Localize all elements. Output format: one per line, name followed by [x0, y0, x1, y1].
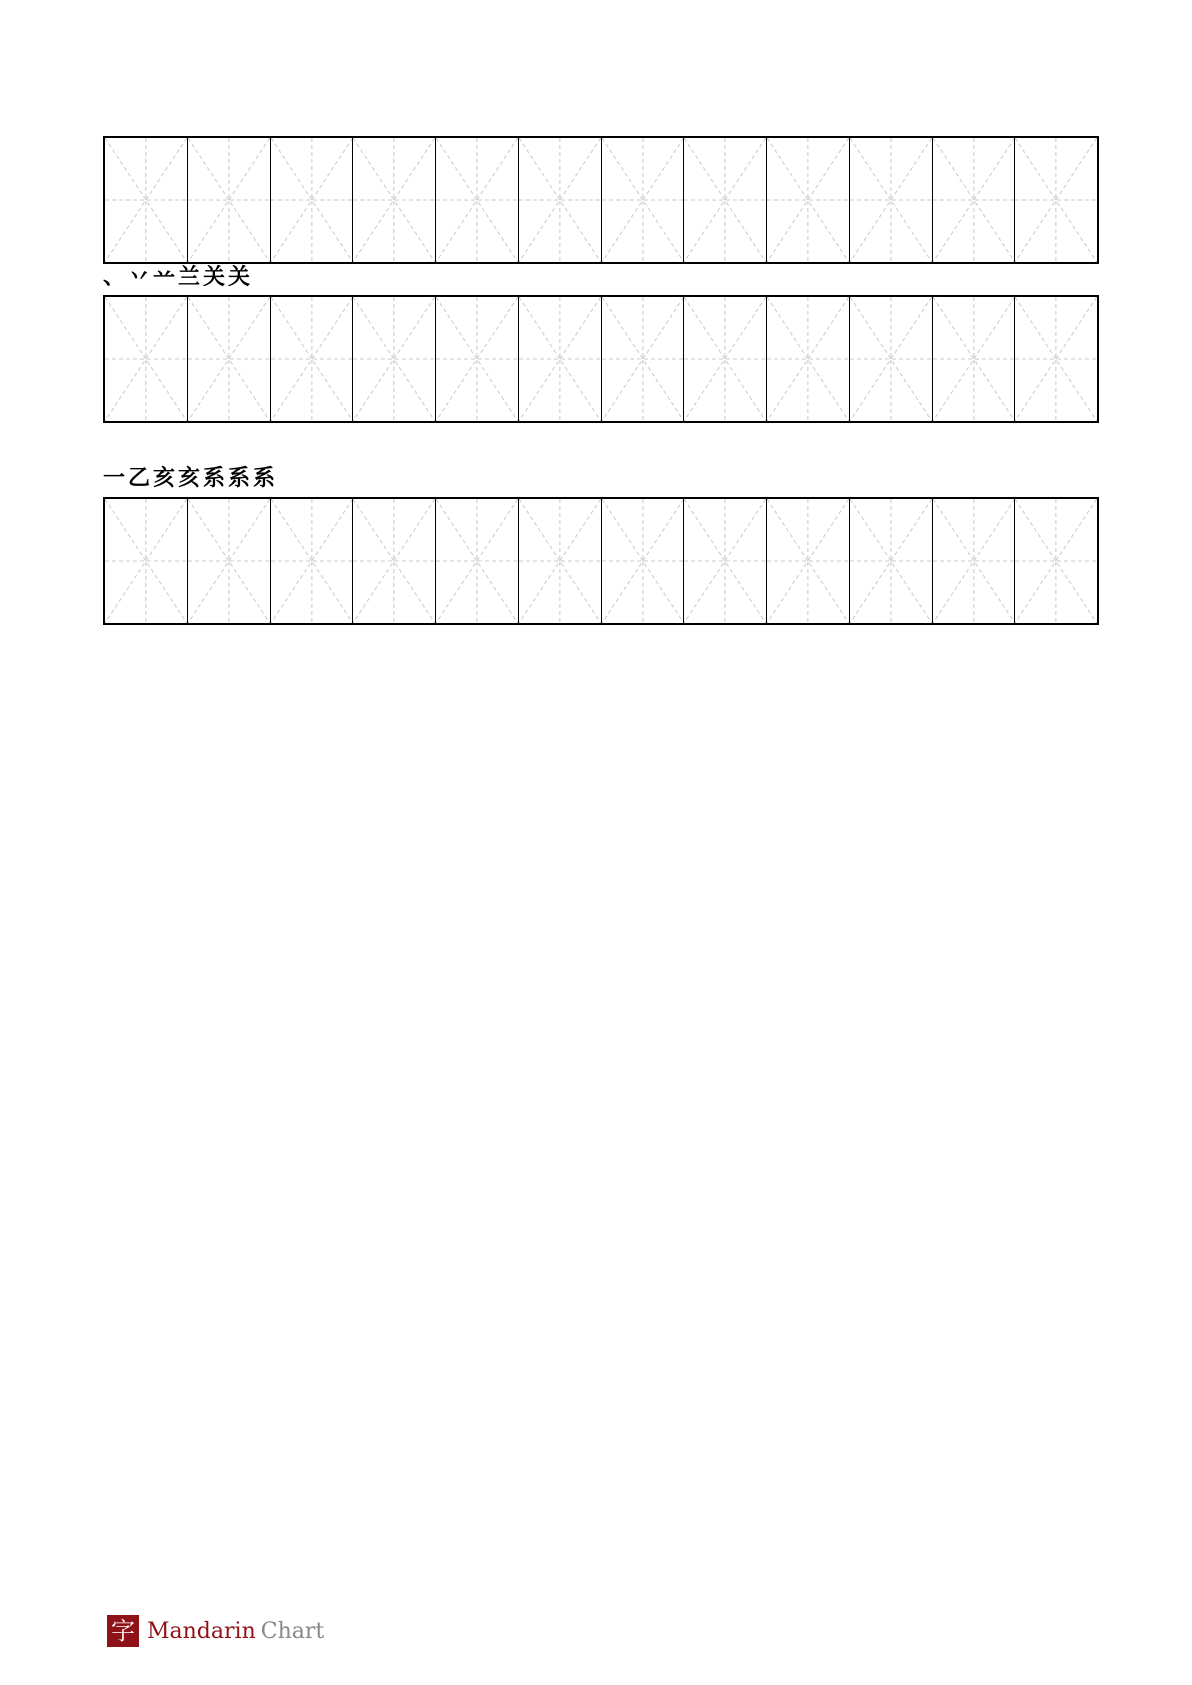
writing-cell [105, 297, 188, 421]
cell-guide-lines [519, 499, 601, 623]
writing-cell [684, 297, 767, 421]
cell-guide-lines [105, 138, 187, 262]
stroke-step: 一 [103, 466, 126, 491]
stroke-step: 兰 [178, 265, 201, 290]
writing-cell [933, 499, 1016, 623]
writing-cell [850, 499, 933, 623]
cell-guide-lines [519, 297, 601, 421]
logo-brand-text: Mandarin [147, 1618, 256, 1644]
cell-guide-lines [1015, 499, 1097, 623]
cell-guide-lines [105, 297, 187, 421]
writing-cell [767, 297, 850, 421]
writing-cell [353, 297, 436, 421]
writing-cell [1015, 138, 1097, 262]
practice-grid-row-1 [103, 136, 1099, 264]
cell-guide-lines [1015, 138, 1097, 262]
cell-guide-lines [850, 297, 932, 421]
writing-cell [353, 499, 436, 623]
writing-cell [436, 297, 519, 421]
practice-grid-row-3 [103, 497, 1099, 625]
stroke-step: 亥 [178, 466, 201, 491]
cell-guide-lines [353, 138, 435, 262]
stroke-step: 系 [228, 466, 251, 491]
stroke-order-sequence-2 [103, 267, 250, 289]
writing-cell [602, 138, 685, 262]
cell-guide-lines [271, 297, 353, 421]
cell-guide-lines [933, 297, 1015, 421]
cell-guide-lines [602, 297, 684, 421]
logo-wordmark [147, 1619, 324, 1644]
writing-cell [519, 499, 602, 623]
writing-cell [188, 138, 271, 262]
writing-cell [105, 138, 188, 262]
cell-guide-lines [850, 138, 932, 262]
cell-guide-lines [602, 138, 684, 262]
cell-guide-lines [933, 138, 1015, 262]
stroke-step: 䒑 [153, 265, 176, 290]
stroke-step: 亥 [153, 466, 176, 491]
writing-cell [271, 499, 354, 623]
cell-guide-lines [353, 297, 435, 421]
writing-cell [767, 499, 850, 623]
cell-guide-lines [767, 499, 849, 623]
cell-guide-lines [519, 138, 601, 262]
stroke-step: 系 [253, 466, 276, 491]
writing-cell [933, 297, 1016, 421]
writing-cell [850, 138, 933, 262]
writing-cell [188, 297, 271, 421]
writing-cell [684, 499, 767, 623]
cell-guide-lines [271, 138, 353, 262]
writing-cell [188, 499, 271, 623]
cell-guide-lines [436, 138, 518, 262]
writing-cell [519, 138, 602, 262]
stroke-step: 乙 [128, 466, 151, 491]
cell-guide-lines [188, 138, 270, 262]
stroke-step: 关 [228, 265, 251, 290]
cell-guide-lines [105, 499, 187, 623]
cell-guide-lines [1015, 297, 1097, 421]
stroke-step: 系 [203, 466, 226, 491]
writing-cell [767, 138, 850, 262]
stroke-step: 丷 [128, 265, 151, 290]
writing-cell [436, 138, 519, 262]
mandarin-chart-logo [107, 1614, 324, 1648]
writing-cell [850, 297, 933, 421]
cell-guide-lines [602, 499, 684, 623]
cell-guide-lines [188, 499, 270, 623]
cell-guide-lines [684, 499, 766, 623]
cell-guide-lines [271, 499, 353, 623]
writing-cell [436, 499, 519, 623]
cell-guide-lines [767, 297, 849, 421]
writing-cell [1015, 499, 1097, 623]
logo-character-icon: 字 [107, 1615, 139, 1647]
cell-guide-lines [436, 297, 518, 421]
writing-cell [271, 138, 354, 262]
writing-cell [1015, 297, 1097, 421]
writing-cell [353, 138, 436, 262]
cell-guide-lines [188, 297, 270, 421]
stroke-step: 关 [203, 265, 226, 290]
cell-guide-lines [767, 138, 849, 262]
cell-guide-lines [684, 138, 766, 262]
cell-guide-lines [436, 499, 518, 623]
writing-cell [519, 297, 602, 421]
writing-cell [933, 138, 1016, 262]
writing-cell [105, 499, 188, 623]
stroke-order-sequence-3 [103, 468, 275, 490]
logo-suffix-text: Chart [260, 1618, 325, 1644]
writing-cell [602, 499, 685, 623]
writing-cell [271, 297, 354, 421]
cell-guide-lines [684, 297, 766, 421]
cell-guide-lines [353, 499, 435, 623]
writing-cell [602, 297, 685, 421]
cell-guide-lines [850, 499, 932, 623]
cell-guide-lines [933, 499, 1015, 623]
stroke-step: 、 [103, 265, 126, 290]
practice-grid-row-2 [103, 295, 1099, 423]
writing-cell [684, 138, 767, 262]
